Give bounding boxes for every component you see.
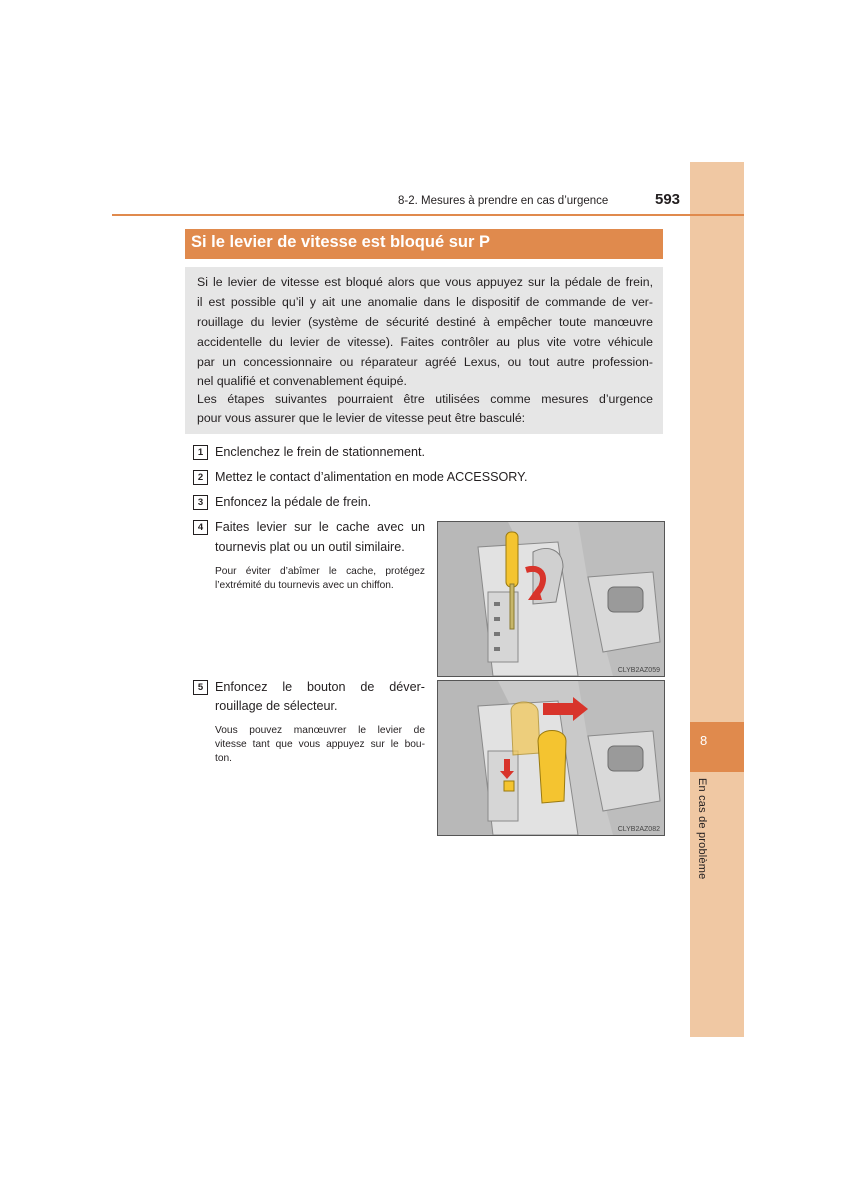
figure-release-button xyxy=(437,680,665,836)
step-4-text: Faites levier sur le cache avec un xyxy=(215,520,425,534)
step-number-2: 2 xyxy=(193,470,208,485)
step-4-text: tournevis plat ou un outil similaire. xyxy=(215,540,405,554)
step-number-4: 4 xyxy=(193,520,208,535)
shift-console-illustration xyxy=(438,522,664,676)
figure-pry-cover xyxy=(437,521,665,677)
step-1-text: Enclenchez le frein de stationnement. xyxy=(215,445,426,459)
chapter-side-tab xyxy=(690,162,744,1037)
intro-line: par un concessionnaire ou réparateur agréé Lexus, ou tout autre profession- xyxy=(197,355,653,369)
step-3-text: Enfoncez la pédale de frein. xyxy=(215,495,372,509)
step-5-text: rouillage de sélecteur. xyxy=(215,699,338,713)
title-bar xyxy=(185,229,663,259)
intro-line: Si le levier de vitesse est bloqué alors que vous appuyez sur la pédale de frein, xyxy=(197,275,653,289)
step-number-1: 1 xyxy=(193,445,208,460)
section-heading: 8-2. Mesures à prendre en cas d’urgence xyxy=(398,195,609,207)
step-2-text: Mettez le contact d’alimentation en mode ACCESSORY. xyxy=(215,470,528,484)
chapter-title: En cas de problème xyxy=(696,778,708,880)
intro-line: Les étapes suivantes pourraient être utilisées comme mesures d’urgence xyxy=(197,392,653,406)
step-5-note: Vous pouvez manœuvrer le levier de xyxy=(215,725,425,736)
figure-code: CLYB2AZ082 xyxy=(617,826,660,833)
info-box xyxy=(185,267,663,434)
shift-lever-illustration xyxy=(438,681,664,835)
step-5-note: vitesse tant que vous appuyez sur le bou- xyxy=(215,739,425,750)
intro-line: il est possible qu’il y ait une anomalie dans le dispositif de commande de ver- xyxy=(197,295,653,309)
intro-line: nel qualifié et convenablement équipé. xyxy=(197,374,407,388)
step-4-note: l’extrémité du tournevis avec un chiffon. xyxy=(215,580,394,591)
header-rule xyxy=(112,214,744,216)
step-5-text: Enfoncez le bouton de déver- xyxy=(215,680,425,694)
step-5-note: ton. xyxy=(215,753,232,764)
chapter-number-tab[interactable] xyxy=(690,722,744,772)
chapter-number: 8 xyxy=(700,733,708,748)
intro-line: pour vous assurer que le levier de vitesse peut être basculé: xyxy=(197,411,526,425)
figure-code: CLYB2AZ059 xyxy=(617,667,660,674)
step-number-5: 5 xyxy=(193,680,208,695)
intro-line: accidentelle du levier de vitesse). Faites contrôler au plus vite votre véhicule xyxy=(197,335,653,349)
page-number: 593 xyxy=(655,191,681,208)
page-title: Si le levier de vitesse est bloqué sur P xyxy=(191,233,490,251)
step-4-note: Pour éviter d’abîmer le cache, protégez xyxy=(215,566,425,577)
intro-line: rouillage du levier (système de sécurité destiné à empêcher toute manœuvre xyxy=(197,315,653,329)
step-number-3: 3 xyxy=(193,495,208,510)
